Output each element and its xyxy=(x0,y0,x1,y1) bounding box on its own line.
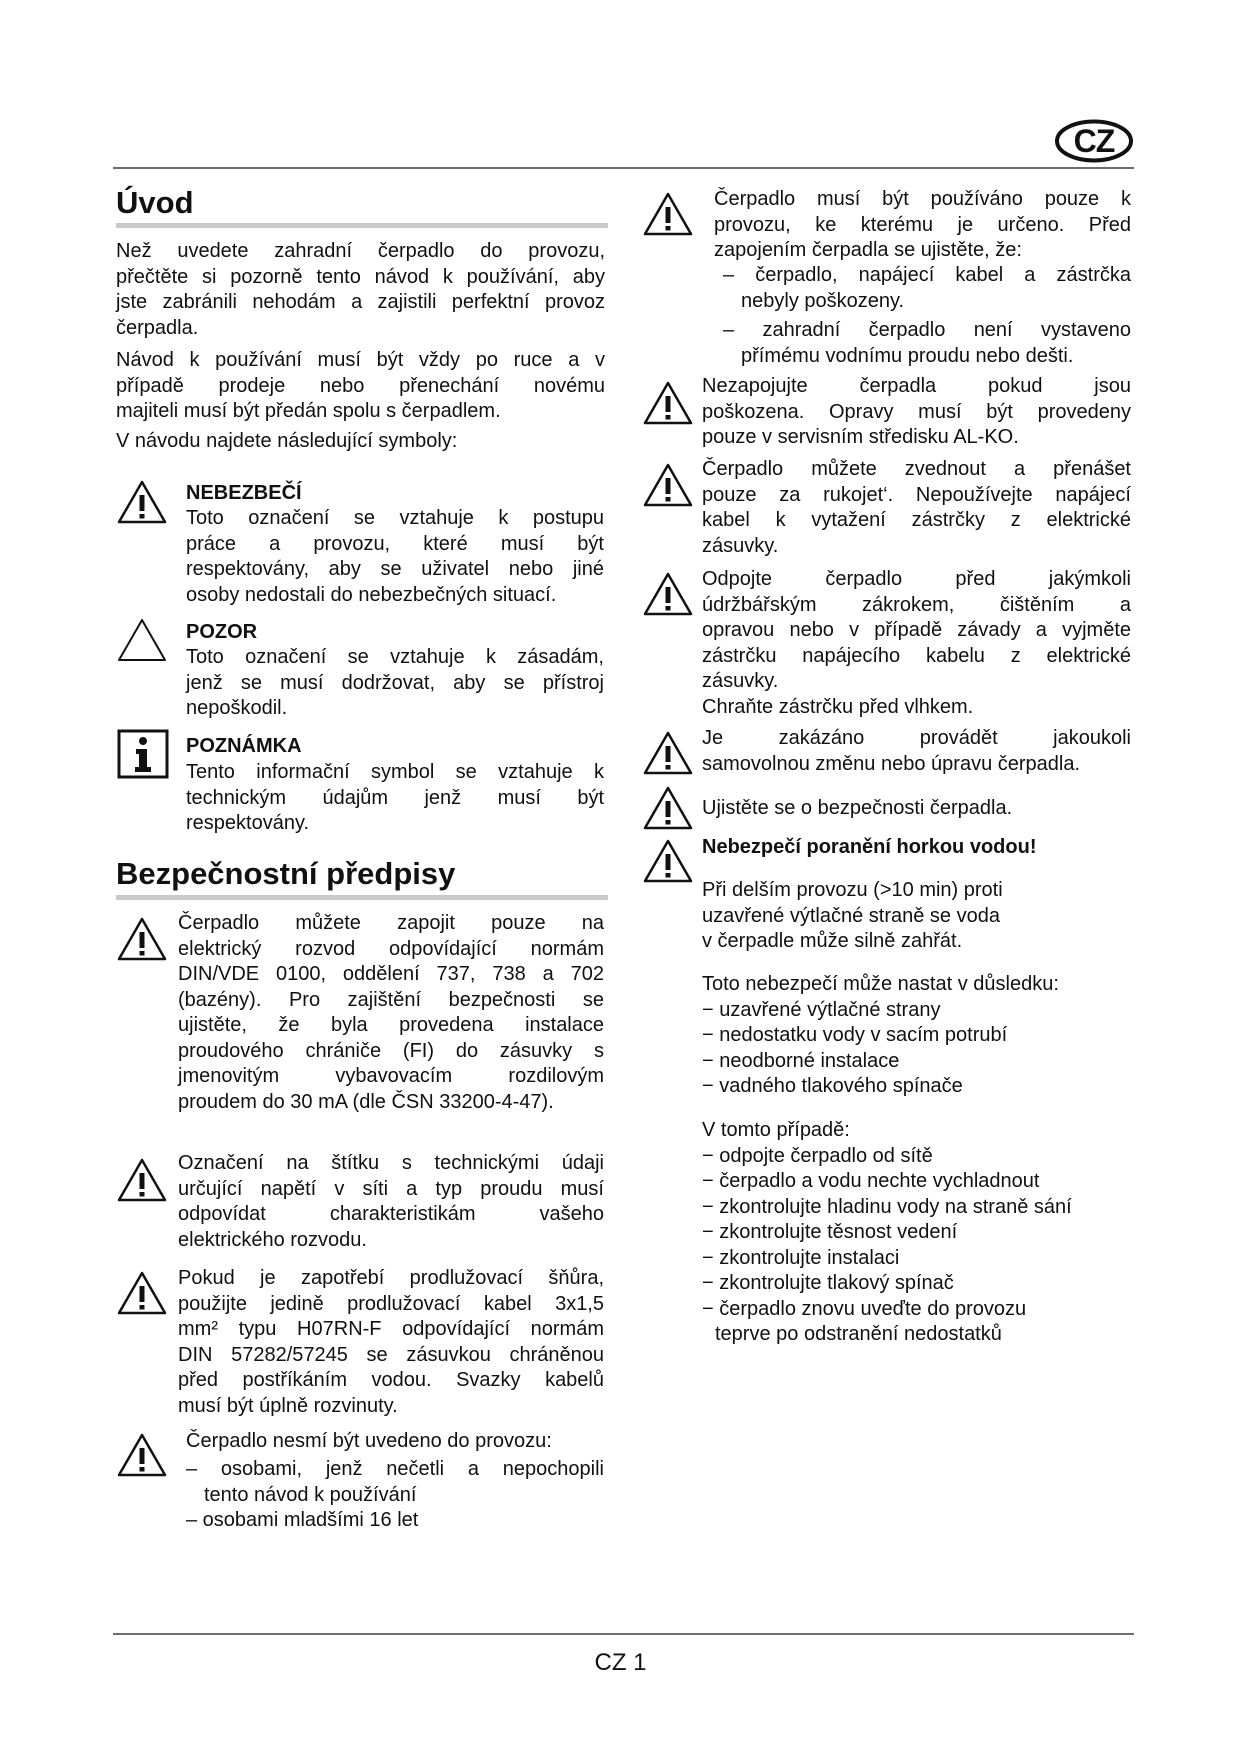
warning-triangle-icon xyxy=(642,191,694,237)
language-code: CZ xyxy=(1073,123,1115,159)
hot-water-causes: Toto nebezpečí může nastat v důsledku: − uzavřené výtlačné strany − nedostatku vody v sacím potrubí − neodborné instalace − vadného tlakového spínače xyxy=(702,973,1059,1097)
hot-water-actions: V tomto případě: − odpojte čerpadlo od sítě − čerpadlo a vodu nechte vychladnout − zkontrolujte hladinu vody na straně sání − zkontrolujte těsnost vedení − zkontrolujte instalaci − zkontrolujte tlakový spínač − čerpadlo znovu uveďte do provozu teprve po odstranění nedostatků xyxy=(702,1119,1072,1345)
caution-description: Toto označení se vztahuje k zásadám, jenž se musí dodržovat, aby se přístroj nepoškodil. xyxy=(186,646,604,719)
safety-rule-persons-intro: Čerpadlo nesmí být uvedeno do provozu: xyxy=(186,1430,552,1452)
info-icon xyxy=(117,729,169,779)
warning-triangle-icon xyxy=(642,785,694,831)
intro-heading: Úvod xyxy=(116,185,194,220)
warning-triangle-icon xyxy=(642,730,694,776)
safety-rule-persons-list: – osobami, jenž nečetli a nepochopili tento návod k používání – osobami mladšími 16 let xyxy=(186,1458,604,1531)
right-rule-intended-use: Čerpadlo musí být používáno pouze k provozu, ke kterému je určeno. Před zapojením čerpadla se ujistěte, že: xyxy=(714,188,1131,261)
warning-triangle-icon xyxy=(642,462,694,508)
safety-heading-underline xyxy=(116,895,608,900)
intro-paragraph-3: V návodu najdete následující symboly: xyxy=(116,430,458,452)
warning-triangle-icon xyxy=(642,571,694,617)
caution-label: POZOR xyxy=(186,621,258,643)
safety-heading: Bezpečnostní předpisy xyxy=(116,856,456,891)
right-rule-disconnect: Odpojte čerpadlo před jakýmkoli údržbářským zákrokem, čištěním a opravou nebo v případě závady a vyjměte zástrčku napájecího kabelu z elektrické zásuvky. Chraňte zástrčku před vlhkem. xyxy=(702,568,1131,718)
warning-triangle-icon xyxy=(116,1270,168,1316)
hot-water-warning-title: Nebezpečí poranění horkou vodou! xyxy=(702,836,1037,858)
warning-triangle-icon xyxy=(116,1432,168,1478)
right-rule-handle: Čerpadlo můžete zvednout a přenášet pouze za rukojet‘. Nepoužívejte napájecí kabel k vytažení zástrčky z elektrické zásuvky. xyxy=(702,458,1131,557)
right-rule-modification: Je zakázáno provádět jakoukoli samovolnou změnu nebo úpravu čerpadla. xyxy=(702,727,1131,775)
header-rule xyxy=(113,167,1134,169)
right-rule-intended-use-list: – čerpadlo, napájecí kabel a zástrčka nebyly poškozeny. – zahradní čerpadlo není vystaveno přímému vodnímu proudu nebo dešti. xyxy=(723,264,1131,367)
warning-triangle-icon xyxy=(642,838,694,884)
note-description: Tento informační symbol se vztahuje k technickým údajům jenž musí být respektovány. xyxy=(186,761,604,834)
hot-water-warning-text: Při delším provozu (>10 min) proti uzavřené výtlačné straně se voda v čerpadle může silně zahřát. xyxy=(702,879,1003,952)
warning-triangle-icon xyxy=(642,380,694,426)
safety-rule-rating-plate: Označení na štítku s technickými údaji určující napětí v síti a typ proudu musí odpovídat charakteristikám vašeho elektrického rozvodu. xyxy=(178,1152,604,1251)
language-badge xyxy=(1054,119,1134,163)
intro-paragraph-2: Návod k používání musí být vždy po ruce a v případě prodeje nebo přenechání novému majiteli musí být předán spolu s čerpadlem. xyxy=(116,349,605,422)
footer-rule xyxy=(113,1633,1134,1635)
warning-triangle-icon xyxy=(116,479,168,525)
safety-rule-electrical: Čerpadlo můžete zapojit pouze na elektrický rozvod odpovídající normám DIN/VDE 0100, oddělení 737, 738 a 702 (bazény). Pro zajištění bezpečnosti se ujistěte, že byla provedena instalace proudového chrániče (FI) do zásuvky s jmenovitým vybavovacím rozdilovým proudem do 30 mA (dle ČSN 33200-4-47). xyxy=(178,912,604,1113)
note-label: POZNÁMKA xyxy=(186,735,302,757)
safety-rule-extension-cord: Pokud je zapotřebí prodlužovací šňůra, použijte jedině prodlužovací kabel 3x1,5 mm² typu H07RN-F odpovídající normám DIN 57282/57245 se zásuvkou chráněnou před postříkáním vodou. Svazky kabelů musí být úplně rozvinuty. xyxy=(178,1267,604,1417)
page-number: CZ 1 xyxy=(594,1649,647,1676)
warning-triangle-icon xyxy=(116,916,168,962)
right-rule-damaged: Nezapojujte čerpadla pokud jsou poškozena. Opravy musí být provedeny pouze v servisním středisku AL-KO. xyxy=(702,375,1131,448)
caution-triangle-icon xyxy=(116,617,168,663)
intro-paragraph-1: Než uvedete zahradní čerpadlo do provozu, přečtěte si pozorně tento návod k používání, aby jste zabránili nehodám a zajistili perfektní provoz čerpadla. xyxy=(116,240,605,339)
danger-label: NEBEZBEČÍ xyxy=(186,482,302,504)
danger-description: Toto označení se vztahuje k postupu práce a provozu, které musí být respektovány, aby se uživatel nebo jiné osoby nedostali do nebezbečných situací. xyxy=(186,507,604,606)
intro-heading-underline xyxy=(116,223,608,228)
right-rule-safety-check: Ujistěte se o bezpečnosti čerpadla. xyxy=(702,797,1013,819)
warning-triangle-icon xyxy=(116,1157,168,1203)
